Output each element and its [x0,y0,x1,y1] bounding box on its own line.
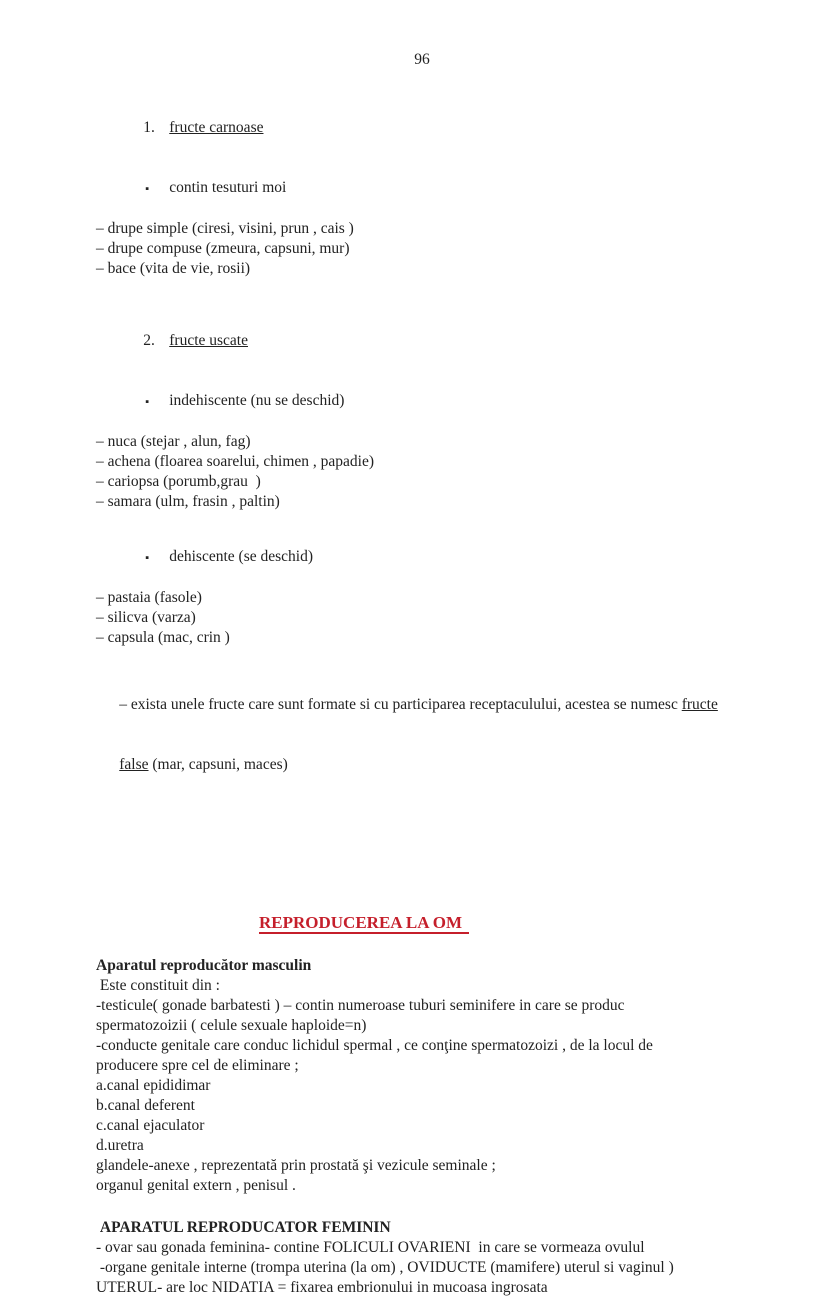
square-bullet-icon: ▪ [145,396,150,408]
list-item: – samara (ulm, frasin , paltin) [96,493,280,510]
body-line: a.canal epididimar [96,1077,211,1094]
page-number: 96 [414,51,430,68]
paragraph-fructe-false [96,675,748,795]
bullet-text: indehiscente (nu se deschid) [169,392,345,409]
list-item: – cariopsa (porumb,grau ) [96,473,261,490]
note-underlined-term: fructe [681,696,718,713]
section-fructe-uscate [96,311,748,512]
list-item-numbered [96,311,748,371]
list-item-bulleted [96,527,748,588]
subsection-heading: APARATUL REPRODUCATOR FEMININ [96,1219,391,1236]
chapter-title [96,893,748,953]
body-line: -testicule( gonade barbatesti ) – contin numeroase tuburi seminifere in care se produc [96,997,625,1014]
section-dehiscente [96,527,748,648]
body-line: - ovar sau gonada feminina- contine FOLICULI OVARIENI in care se vormeaza ovulul [96,1239,645,1256]
list-item-bulleted [96,371,748,432]
list-item: – drupe compuse (zmeura, capsuni, mur) [96,240,350,257]
paragraph-line [96,675,748,735]
body-line: d.uretra [96,1137,144,1154]
body-line: -conducte genitale care conduc lichidul spermal , ce conţine spermatozoizi , de la locul de [96,1037,653,1054]
list-number: 2. [143,332,155,349]
body-line: glandele-anexe , reprezentată prin prostată şi vezicule seminale ; [96,1157,496,1174]
note-text: – exista unele fructe care sunt formate si cu participarea receptaculului, acestea se numesc [119,696,682,713]
section-heading: fructe uscate [169,332,248,349]
note-text: (mar, capsuni, maces) [148,756,288,773]
section-fructe-carnoase [96,98,748,279]
body-line: organul genital extern , penisul . [96,1177,296,1194]
list-item: – silicva (varza) [96,609,196,626]
list-number: 1. [143,119,155,136]
square-bullet-icon: ▪ [145,183,150,195]
note-underlined-term: false [119,756,149,773]
body-line: UTERUL- are loc NIDATIA = fixarea embrionului in mucoasa ingrosata [96,1279,548,1296]
list-item: – bace (vita de vie, rosii) [96,260,251,277]
section-female-reproductive [96,1218,748,1298]
list-item: – achena (floarea soarelui, chimen , papadie) [96,453,374,470]
list-item: – nuca (stejar , alun, fag) [96,433,251,450]
subsection-heading: Aparatul reproducător masculin [96,957,312,974]
body-line: -organe genitale interne (trompa uterina (la om) , OVIDUCTE (mamifere) uterul si vaginul ) [96,1259,674,1276]
body-line: producere spre cel de eliminare ; [96,1057,299,1074]
bullet-text: dehiscente (se deschid) [169,548,313,565]
section-heading: fructe carnoase [169,119,264,136]
body-line: spermatozoizii ( celule sexuale haploide=n) [96,1017,367,1034]
chapter-title-text: REPRODUCEREA LA OM [259,913,469,934]
body-line: c.canal ejaculator [96,1117,205,1134]
list-item: – capsula (mac, crin ) [96,629,230,646]
section-male-reproductive [96,956,748,1196]
list-item-bulleted [96,158,748,219]
body-line: b.canal deferent [96,1097,195,1114]
paragraph-line [96,735,748,795]
list-item: – pastaia (fasole) [96,589,202,606]
list-item-numbered [96,98,748,158]
square-bullet-icon: ▪ [145,552,150,564]
body-line: Este constituit din : [96,977,220,994]
list-item: – drupe simple (ciresi, visini, prun , cais ) [96,220,354,237]
bullet-text: contin tesuturi moi [169,179,287,196]
